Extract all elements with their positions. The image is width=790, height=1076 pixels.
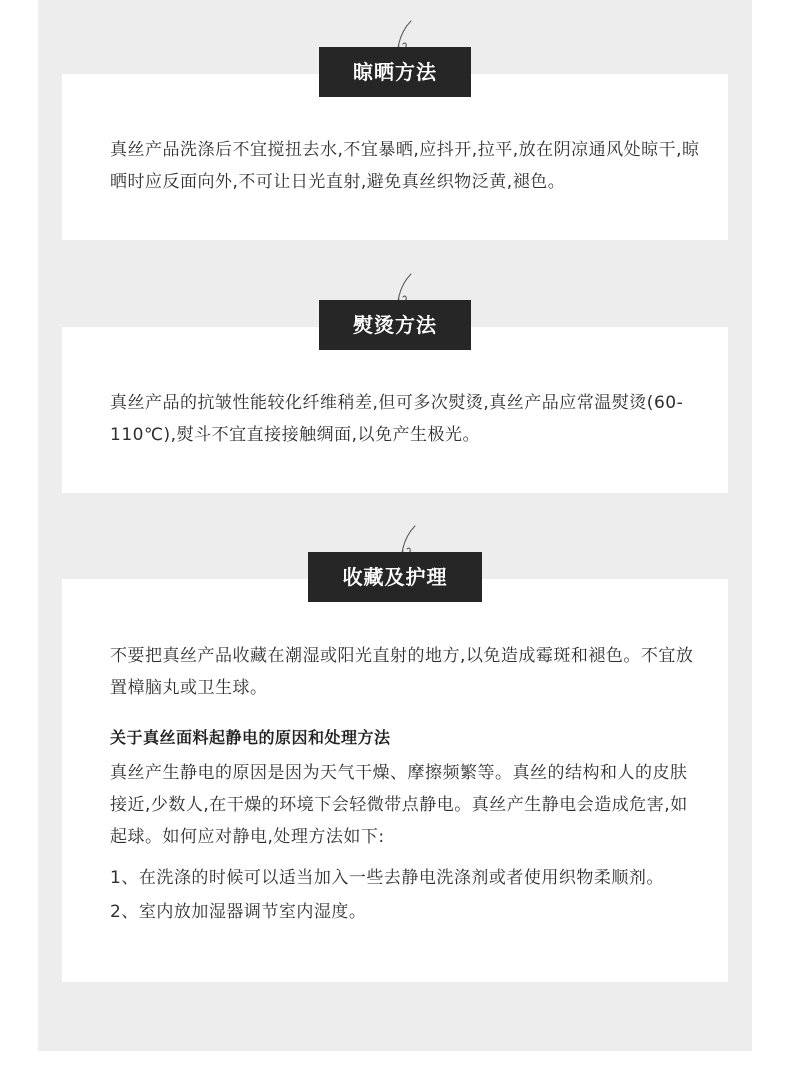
ironing-method-text: 真丝产品的抗皱性能较化纤维稍差,但可多次熨烫,真丝产品应常温熨烫(60-110℃),熨斗不宜直接接触绸面,以免产生极光。 xyxy=(110,393,684,445)
static-electricity-heading: 关于真丝面料起静电的原因和处理方法 xyxy=(110,728,391,747)
drying-method-title: 晾晒方法 xyxy=(319,47,471,97)
static-electricity-tip-1: 1、在洗涤的时候可以适当加入一些去静电洗涤剂或者使用织物柔顺剂。 xyxy=(110,868,664,888)
drying-method-text: 真丝产品洗涤后不宜搅扭去水,不宜暴晒,应抖开,拉平,放在阴凉通风处晾干,晾晒时应反面向外,不可让日光直射,避免真丝织物泛黄,褪色。 xyxy=(110,140,700,192)
static-electricity-cause-text: 真丝产生静电的原因是因为天气干燥、摩擦频繁等。真丝的结构和人的皮肤接近,少数人,在干燥的环境下会轻微带点静电。真丝产生静电会造成危害,如起球。如何应对静电,处理方法如下: xyxy=(110,763,688,847)
storage-care-text: 不要把真丝产品收藏在潮湿或阳光直射的地方,以免造成霉斑和褪色。不宜放置樟脑丸或卫生球。 xyxy=(110,646,694,698)
ironing-method-title: 熨烫方法 xyxy=(319,300,471,350)
storage-care-title: 收藏及护理 xyxy=(308,552,482,602)
static-electricity-tip-2: 2、室内放加湿器调节室内湿度。 xyxy=(110,902,367,922)
